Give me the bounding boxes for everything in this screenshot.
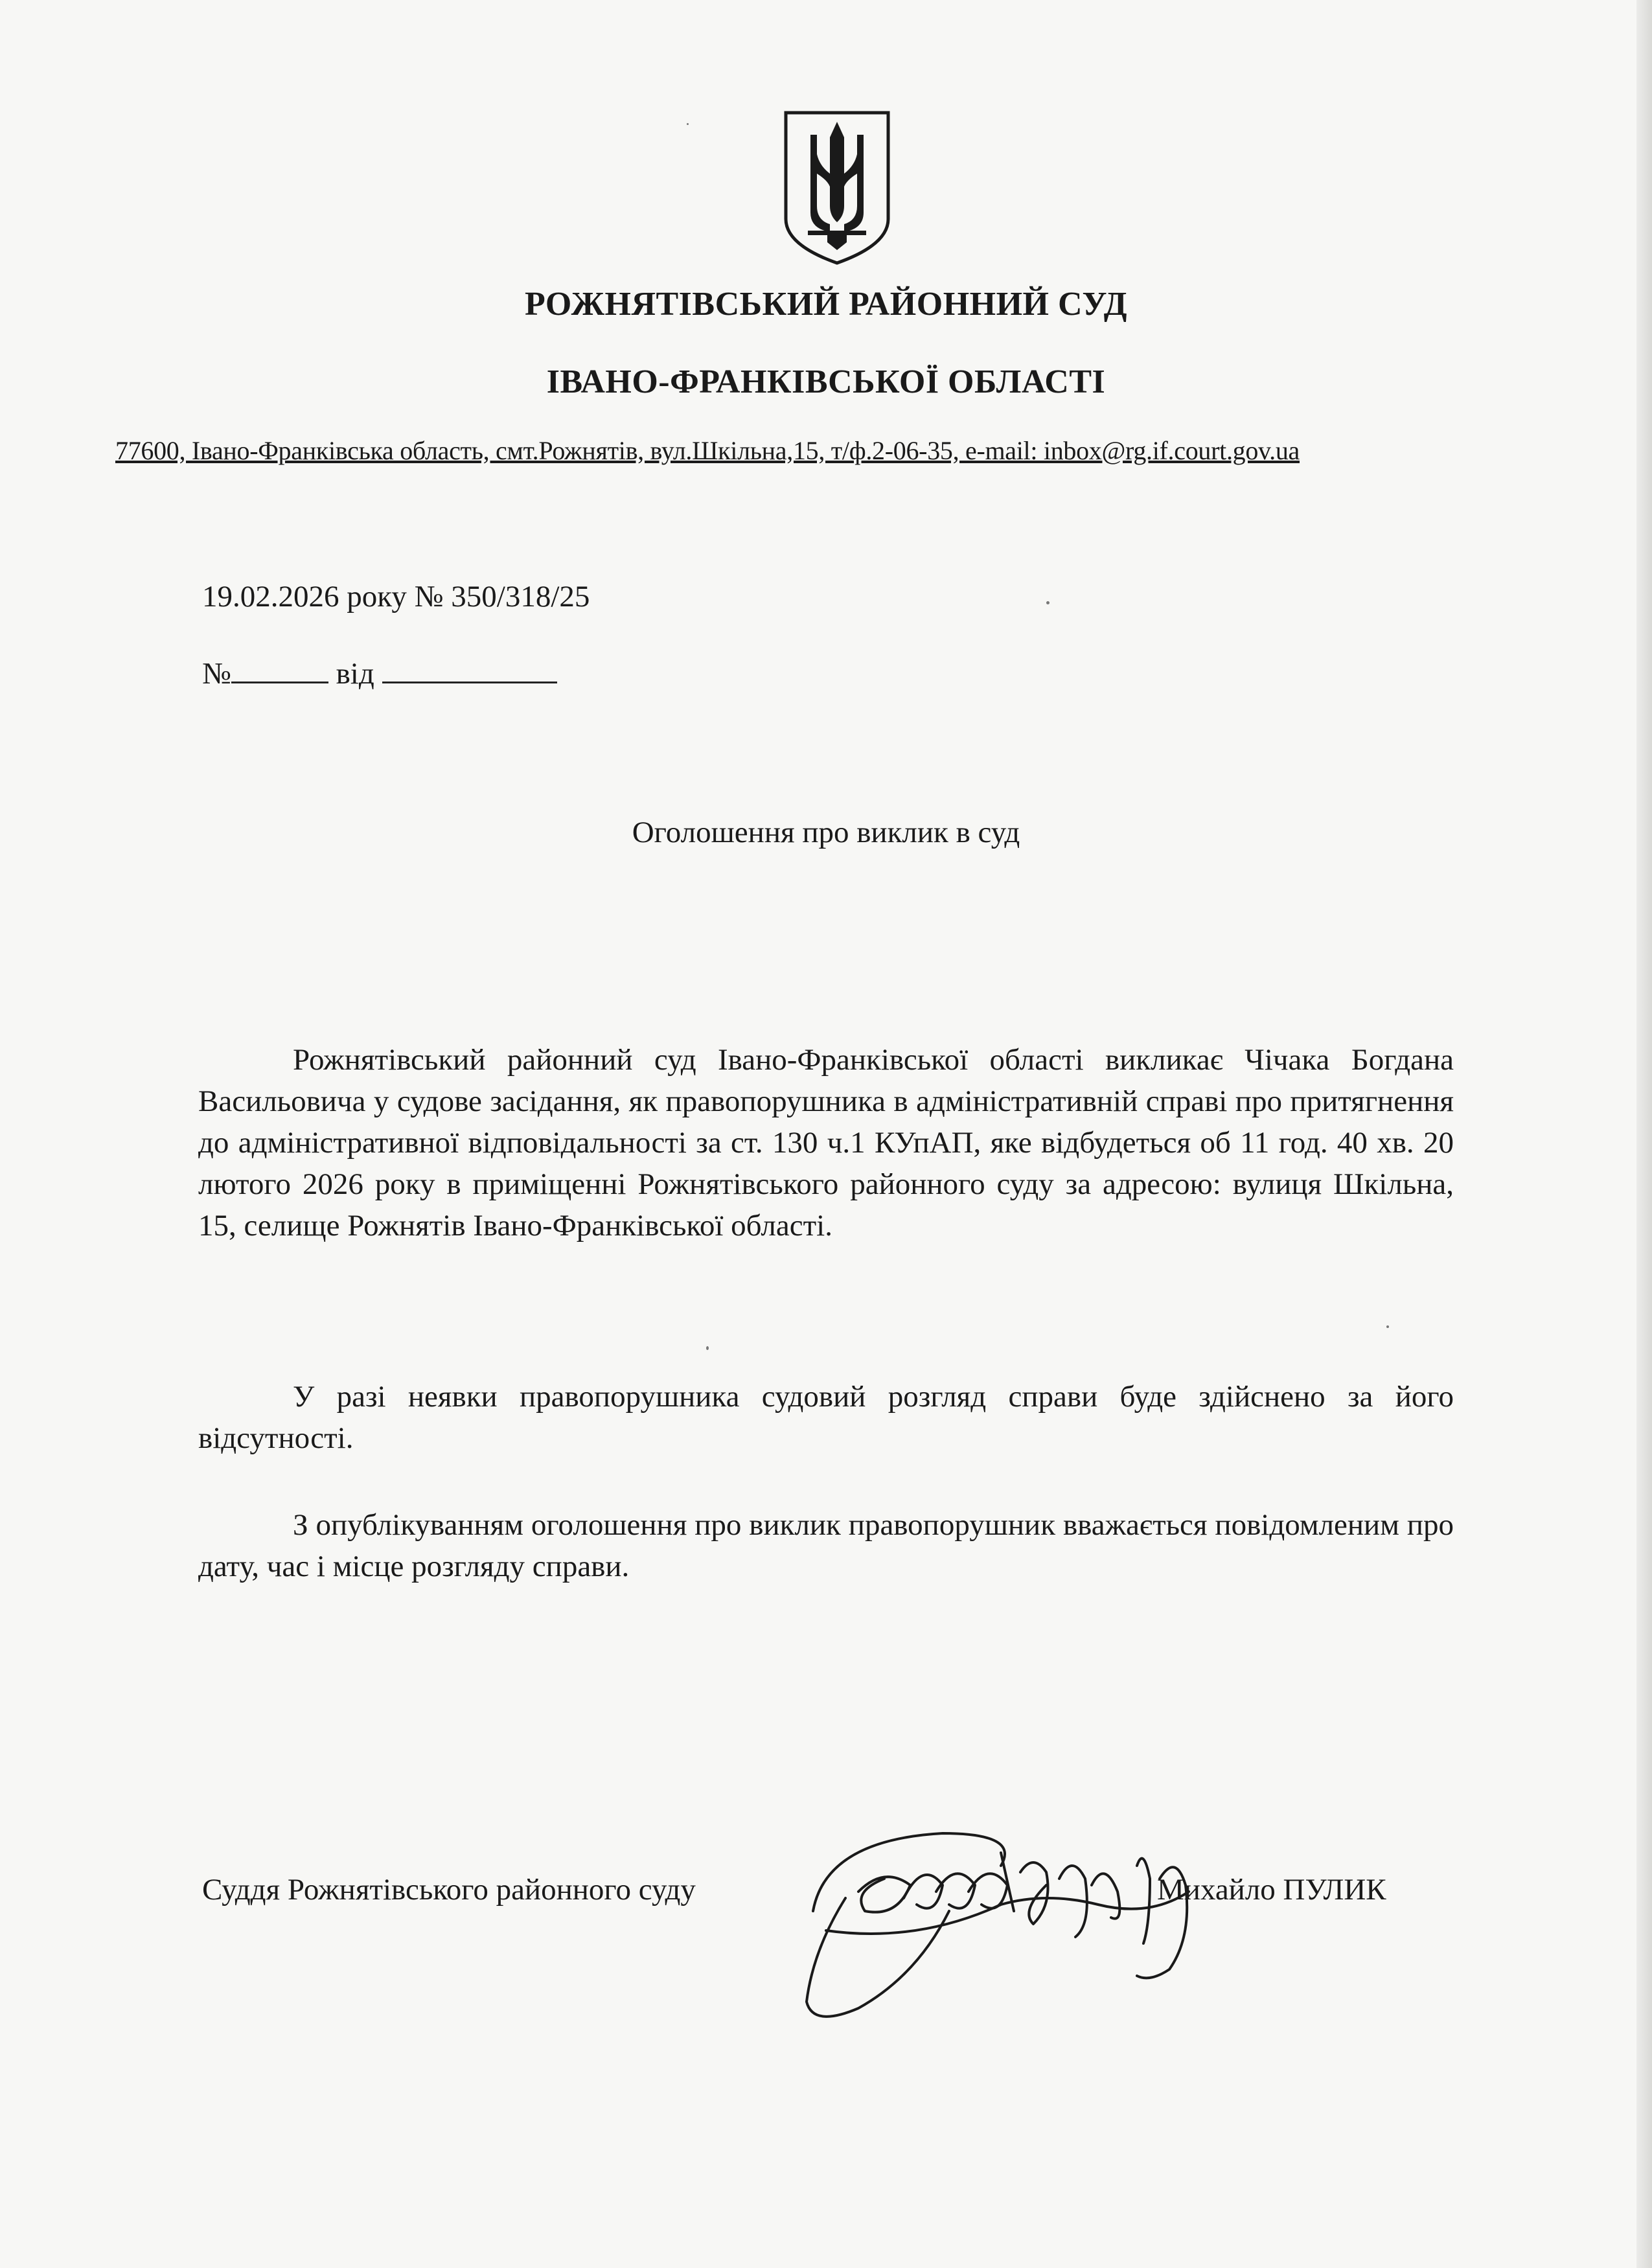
incoming-number-label: № <box>202 657 231 691</box>
ukraine-trident-icon <box>782 109 892 267</box>
notice-title: Оголошення про виклик в суд <box>632 816 1020 849</box>
scan-speck <box>1386 1325 1389 1328</box>
incoming-date-label: від <box>336 657 374 691</box>
scan-edge-shadow <box>1636 0 1652 2268</box>
scan-speck <box>687 123 689 125</box>
incoming-reference <box>202 656 557 691</box>
scan-speck <box>1046 601 1050 604</box>
court-name-line1: РОЖНЯТІВСЬКИЙ РАЙОННИЙ СУД <box>524 286 1128 323</box>
judge-name: Михайло ПУЛИК <box>1157 1873 1386 1907</box>
judge-title: Суддя Рожнятівського районного суду <box>202 1873 696 1907</box>
court-name-line2: ІВАНО-ФРАНКІВСЬКОЇ ОБЛАСТІ <box>546 363 1106 400</box>
notice-paragraph-summons: Рожнятівський районний суд Івано-Франківської області викликає Чічака Богдана Васильовича у судове засідання, як правопорушника в адміністративній справі про притягнення до адміністративної відповідальності за ст. 130 ч.1 КУпАП, яке відбудеться об 11 год. 40 хв. 20 лютого 2026 року в приміщенні Рожнятівського районного суду за адресою: вулиця Шкільна, 15, селище Рожнятів Івано-Франківської області. <box>198 1043 1454 1243</box>
handwritten-signature-icon <box>787 1814 1215 2034</box>
outgoing-reference: 19.02.2026 року № 350/318/25 <box>202 580 590 613</box>
scan-speck <box>706 1346 709 1350</box>
notice-paragraph-absence: У разі неявки правопорушника судовий розгляд справи буде здійснено за його відсутності. <box>198 1380 1454 1455</box>
incoming-number-blank <box>231 656 328 683</box>
court-address: 77600, Івано-Франківська область, смт.Рожнятів, вул.Шкільна,15, т/ф.2-06-35, e-mail: inbox@rg.if.court.gov.ua <box>115 436 1300 465</box>
incoming-date-blank <box>382 656 557 683</box>
notice-paragraph-publication: З опублікуванням оголошення про виклик правопорушник вважається повідомленим про дату, час і місце розгляду справи. <box>198 1508 1454 1583</box>
